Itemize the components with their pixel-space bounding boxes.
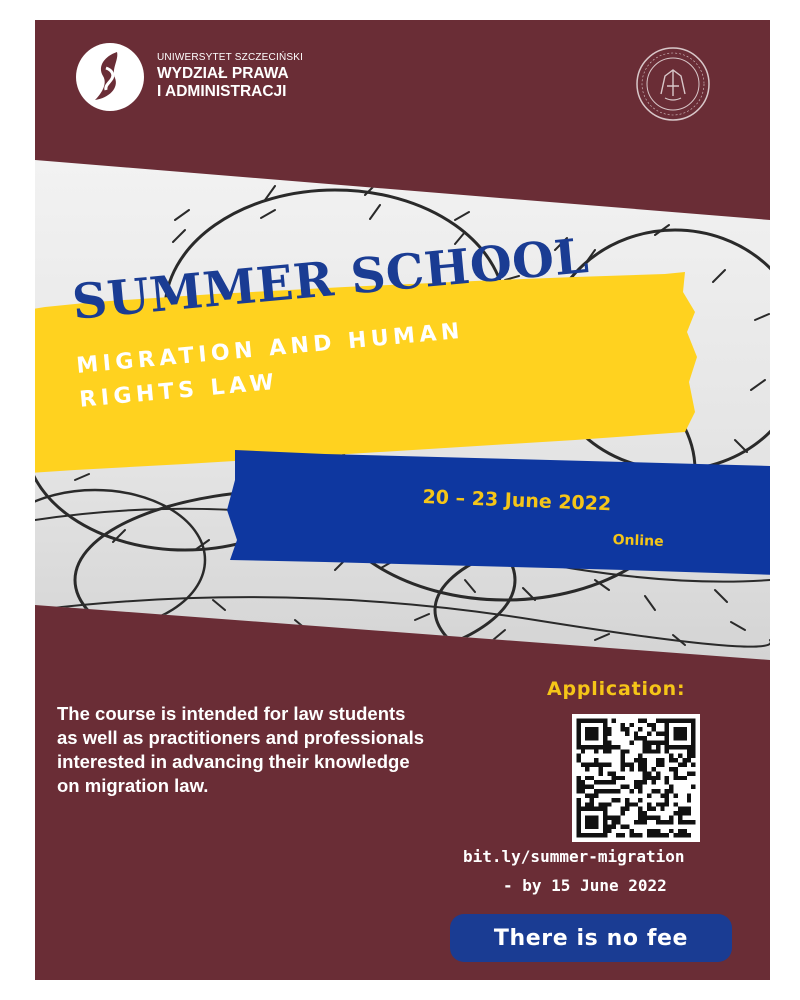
event-mode: Online: [612, 532, 664, 550]
university-name: UNIWERSYTET SZCZECIŃSKI: [157, 52, 304, 64]
qr-code-icon[interactable]: [572, 714, 700, 842]
course-description: The course is intended for law students as well as practitioners and professionals interested in advancing their knowledge on migration law.: [57, 703, 425, 797]
application-label: Application:: [547, 678, 686, 700]
event-subtitle-line2: RIGHTS LAW: [78, 369, 280, 413]
faculty-logo-icon: [75, 42, 145, 112]
faculty-logo: [75, 42, 303, 112]
no-fee-button[interactable]: There is no fee: [450, 914, 732, 962]
event-dates: 20 – 23 June 2022: [422, 486, 612, 516]
date-banner: [225, 450, 770, 580]
application-link[interactable]: bit.ly/summer-migration: [463, 847, 685, 866]
poster: [35, 20, 770, 980]
university-seal-icon: [635, 46, 711, 122]
event-title: SUMMER SCHOOL: [70, 228, 592, 331]
faculty-logo-text: [157, 53, 303, 100]
faculty-name-line2: I ADMINISTRACJI: [157, 83, 287, 101]
application-deadline: - by 15 June 2022: [503, 876, 667, 895]
faculty-name-line1: WYDZIAŁ PRAWA: [157, 64, 289, 82]
event-subtitle-line1: MIGRATION AND HUMAN: [75, 318, 465, 379]
